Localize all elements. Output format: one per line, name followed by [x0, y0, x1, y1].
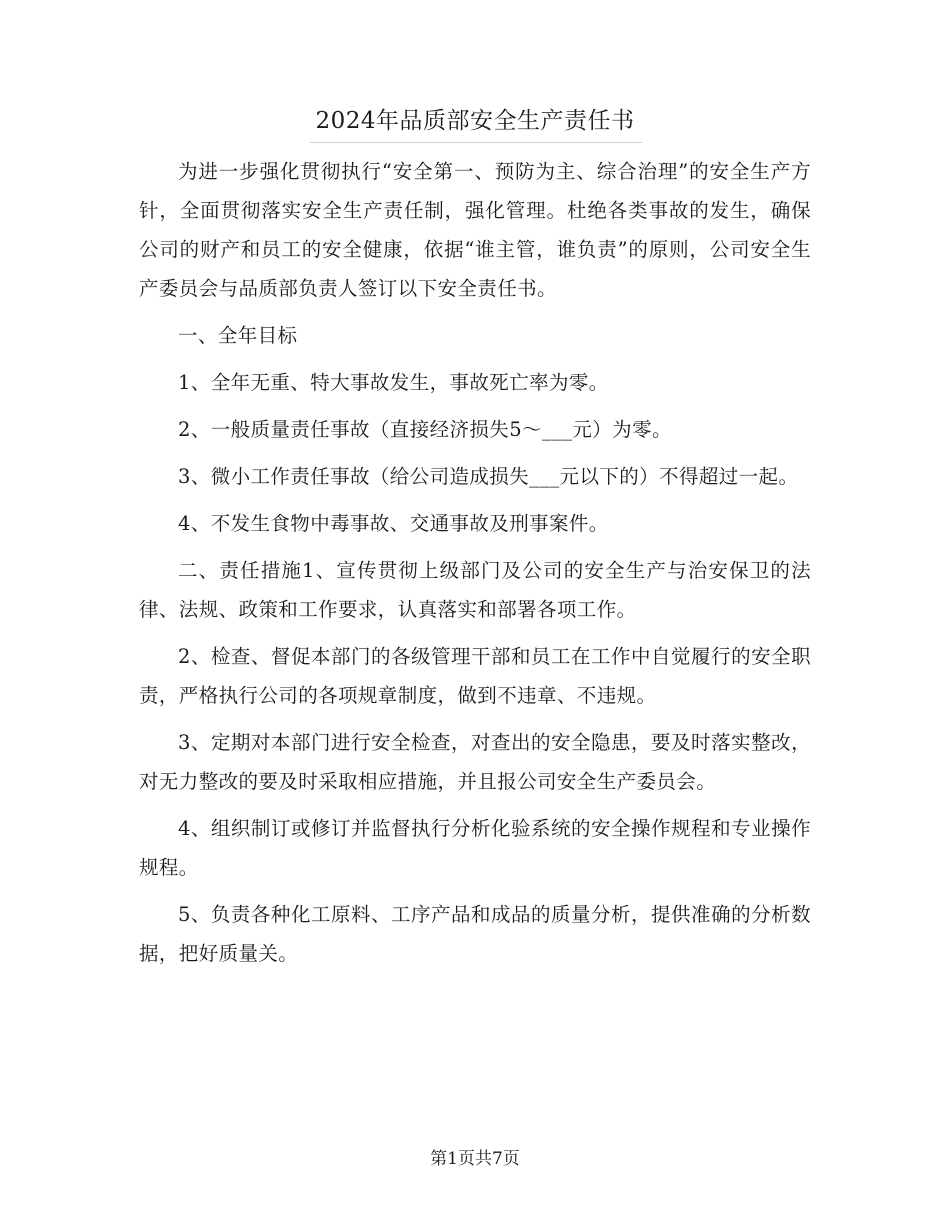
document-title: 2024年品质部安全生产责任书: [315, 108, 635, 134]
paragraph-section-goals: 一、全年目标: [178, 324, 298, 347]
paragraph-measures-5: 5、负责各种化工原料、工序产品和成品的质量分析，提供准确的分析数据，把好质量关。: [139, 903, 811, 965]
paragraph-measures-3: 3、定期对本部门进行安全检查，对查出的安全隐患，要及时落实整改，对无力整改的要及时采取相应措施，并且报公司安全生产委员会。: [139, 731, 811, 793]
paragraph-goal-3: 3、微小工作责任事故（给公司造成损失___元以下的）不得超过一起。: [178, 465, 799, 488]
paragraph-measures-1: 二、责任措施1、宣传贯彻上级部门及公司的安全生产与治安保卫的法律、法规、政策和工作要求，认真落实和部署各项工作。: [139, 559, 811, 621]
paragraph-goal-4: 4、不发生食物中毒事故、交通事故及刑事案件。: [178, 512, 609, 535]
document-body: [139, 152, 811, 981]
paragraph-goal-1: 1、全年无重、特大事故发生，事故死亡率为零。: [178, 371, 609, 394]
paragraph-measures-2: 2、检查、督促本部门的各级管理干部和员工在工作中自觉履行的安全职责，严格执行公司的各项规章制度，做到不违章、不违规。: [139, 645, 811, 707]
paragraph-measures-4: 4、组织制订或修订并监督执行分析化验系统的安全操作规程和专业操作规程。: [139, 817, 811, 879]
paragraph-intro: 为进一步强化贯彻执行“安全第一、预防为主、综合治理”的安全生产方针，全面贯彻落实安全生产责任制，强化管理。杜绝各类事故的发生，确保公司的财产和员工的安全健康，依据“谁主管，谁负责”的原则，公司安全生产委员会与品质部负责人签订以下安全责任书。: [139, 160, 811, 300]
title-underline: [310, 142, 642, 143]
paragraph-goal-2: 2、一般质量责任事故（直接经济损失5～___元）为零。: [178, 418, 672, 441]
page-number: 第1页共7页: [430, 1149, 520, 1169]
